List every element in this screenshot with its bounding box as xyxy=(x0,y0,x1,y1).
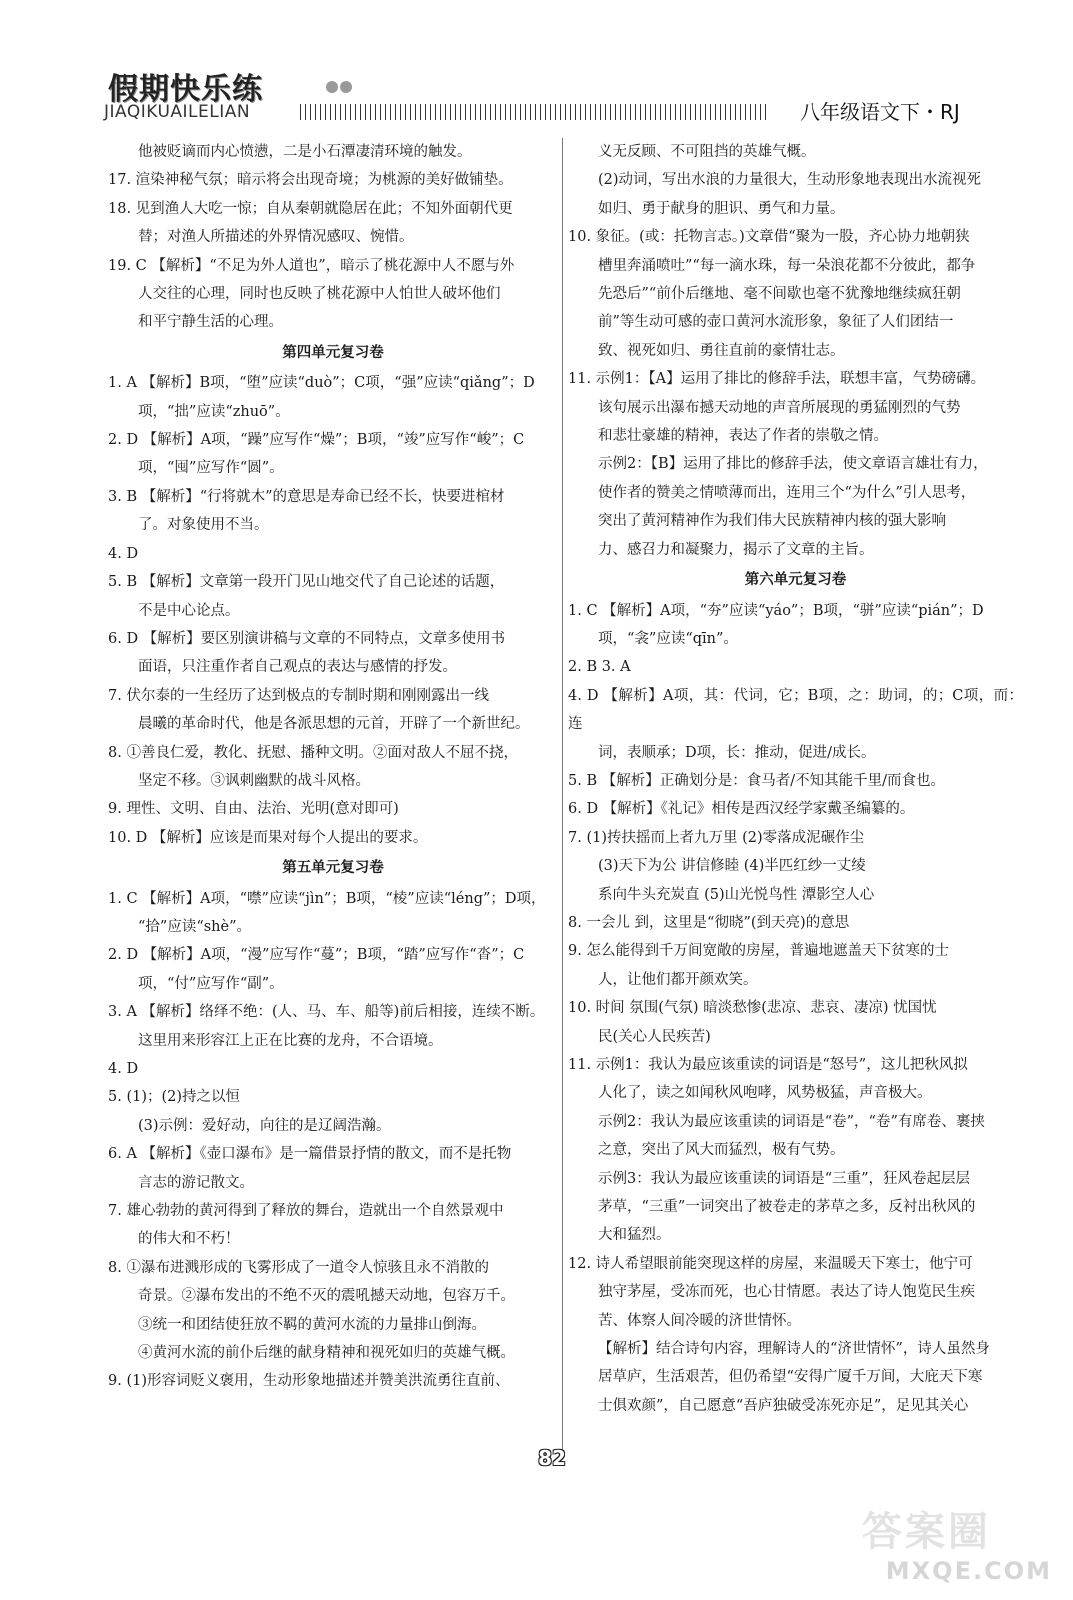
answer-line: 4. D 【解析】A项，其：代词，它；B项，之：助词，的；C项，而：连 xyxy=(568,687,1023,733)
answer-line: 的伟大和不朽！ xyxy=(138,1231,240,1248)
answer-line: 先恐后”“前仆后继地、毫不间歇也毫不犹豫地继续疯狂朝 xyxy=(598,286,961,303)
answer-line: 17. 渲染神秘气氛；暗示将会出现奇境；为桃源的美好做铺垫。 xyxy=(108,172,513,189)
answer-line: 12. 诗人希望眼前能突现这样的房屋，来温暖天下寒士，他宁可 xyxy=(568,1255,973,1272)
answer-line: 1. A 【解析】B项，“堕”应读“duò”；C项，“强”应读“qiǎng”；D xyxy=(108,375,535,392)
answer-line: “拾”应读“shè”。 xyxy=(138,918,252,935)
answer-line: 9. (1)形容词贬义褒用，生动形象地描述并赞美洪流勇往直前、 xyxy=(108,1373,510,1390)
answer-line: 1. C 【解析】A项，“噤”应读“jìn”；B项，“棱”应读“léng”；D项， xyxy=(108,890,546,907)
answer-line: 晨曦的革命时代，他是各派思想的元首，开辟了一个新世纪。 xyxy=(138,716,530,733)
answer-line: 示例2：我认为最应该重读的词语是“卷”，“卷”有席卷、裹挟 xyxy=(598,1113,985,1130)
answer-line: 致、视死如归、勇往直前的豪情壮志。 xyxy=(598,342,845,359)
watermark-logo xyxy=(862,1500,1052,1590)
answer-line: 茅草，“三重”一词突出了被卷走的茅草之多，反衬出秋风的 xyxy=(598,1199,976,1216)
answer-line: 替；对渔人所描述的外界情况感叹、惋惜。 xyxy=(138,229,414,246)
answer-line: 6. D 【解析】《礼记》相传是西汉经学家戴圣编纂的。 xyxy=(568,801,915,818)
left-column xyxy=(108,138,558,1396)
answer-line: 6. A 【解析】《壶口瀑布》是一篇借景抒情的散文，而不是托物 xyxy=(108,1146,512,1163)
answer-line: 2. D 【解析】A项，“躁”应写作“燥”；B项，“竣”应写作“峻”；C xyxy=(108,432,525,449)
brand-pinyin: JIAQIKUAILELIAN xyxy=(104,102,251,122)
answer-line: 槽里奔涌喷吐”“每一滴水珠，每一朵浪花都不分彼此，都争 xyxy=(598,257,976,274)
answer-line: 8. ①善良仁爱，教化、抚慰、播种文明。②面对敌人不屈不挠， xyxy=(108,744,518,761)
section-heading: 第六单元复习卷 xyxy=(744,571,847,589)
answer-line: ③统一和团结使狂放不羁的黄河水流的力量排山倒海。 xyxy=(138,1316,486,1333)
answer-line: 10. 象征。(或：托物言志。)文章借“聚为一股，齐心协力地朝狭 xyxy=(568,229,970,246)
answer-line: 4. D xyxy=(108,1061,139,1077)
answer-line: 19. C 【解析】“不足为外人道也”，暗示了桃花源中人不愿与外 xyxy=(108,257,515,274)
answer-line: 义无反顾、不可阻挡的英雄气概。 xyxy=(598,144,816,160)
answer-line: 系向牛头充炭直 (5)山光悦鸟性 潭影空人心 xyxy=(598,886,875,903)
answer-line: (3)示例：爱好动，向往的是辽阔浩瀚。 xyxy=(138,1117,391,1134)
answer-line: 苦、体察人间冷暖的济世情怀。 xyxy=(598,1312,801,1329)
answer-line: 7. (1)抟扶摇而上者九万里 (2)零落成泥碾作尘 xyxy=(568,829,865,846)
answer-line: 不是中心论点。 xyxy=(138,602,240,619)
answer-line: 2. D 【解析】A项，“漫”应写作“蔓”；B项，“踏”应写作“沓”；C xyxy=(108,947,525,964)
answer-line: 人交往的心理，同时也反映了桃花源中人怕世人破坏他们 xyxy=(138,286,501,303)
column-divider xyxy=(562,138,563,1458)
answer-line: 3. A 【解析】络绎不绝：(人、马、车、船等)前后相接，连续不断。 xyxy=(108,1004,545,1021)
answer-line: 11. 示例1：我认为最应该重读的词语是“怒号”，这儿把秋风拟 xyxy=(568,1057,968,1073)
answer-line: 面语，只注重作者自己观点的表达与感情的抒发。 xyxy=(138,659,457,676)
answer-line: 突出了黄河精神作为我们伟大民族精神内核的强大影响 xyxy=(598,513,946,530)
answer-line: 士俱欢颜”，自己愿意“吾庐独破受冻死亦足”，足见其关心 xyxy=(598,1397,969,1414)
answer-line: 5. B 【解析】文章第一段开门见山地交代了自己论述的话题， xyxy=(108,574,505,591)
answer-line: 示例3：我认为最应该重读的词语是“三重”，狂风卷起层层 xyxy=(598,1170,971,1187)
answer-line: 该句展示出瀑布撼天动地的声音所展现的勇猛刚烈的气势 xyxy=(598,399,961,416)
answer-line: 独守茅屋，受冻而死，也心甘情愿。表达了诗人饱览民生疾 xyxy=(598,1284,975,1301)
answer-line: 前”等生动可感的壶口黄河水流形象，象征了人们团结一 xyxy=(598,314,954,331)
brand-title: 假期快乐练 xyxy=(108,72,263,107)
answer-line: 8. ①瀑布进溅形成的飞雾形成了一道令人惊骇且永不消散的 xyxy=(108,1259,489,1276)
answer-line: 奇景。②瀑布发出的不绝不灭的震吼撼天动地，包容万千。 xyxy=(138,1288,515,1305)
answer-line: 居草庐，生活艰苦，但仍希望“安得广厦千万间，大庇天下寒 xyxy=(598,1369,983,1386)
answer-line: 6. D 【解析】要区别演讲稿与文章的不同特点，文章多使用书 xyxy=(108,630,506,647)
answer-line: 人化了，读之如闻秋风咆哮，风势极猛，声音极大。 xyxy=(598,1085,932,1102)
answer-line: 言志的游记散文。 xyxy=(138,1174,254,1191)
section-heading: 第五单元复习卷 xyxy=(282,859,384,877)
answer-line: 大和猛烈。 xyxy=(598,1227,671,1244)
answer-line: 1. C 【解析】A项，“夯”应读“yáo”；B项，“骈”应读“pián”；D xyxy=(568,602,984,619)
answer-line: (3)天下为公 讲信修睦 (4)半匹红纱一丈绫 xyxy=(598,858,866,875)
answer-line: 3. B 【解析】“行将就木”的意思是寿命已经不长，快要进棺材 xyxy=(108,488,505,505)
answer-line: 9. 理性、文明、自由、法治、光明(意对即可) xyxy=(108,801,399,818)
watermark-bottom-text: MXQE.COM xyxy=(885,1557,1052,1585)
answer-line: 项，“囤”应写作“圆”。 xyxy=(138,460,284,477)
brand-dots-icon xyxy=(326,78,354,92)
page-number: 82 xyxy=(538,1446,566,1470)
answer-line: 8. 一会儿 到，这里是“彻晓”(到天亮)的意思 xyxy=(568,914,850,931)
answer-line: 9. 怎么能得到千万间宽敞的房屋，普遍地遮盖天下贫寒的士 xyxy=(568,943,949,960)
answer-line: 5. B 【解析】正确划分是：食马者/不知其能千里/而食也。 xyxy=(568,772,945,789)
answer-line: 示例2：【B】运用了排比的修辞手法，使文章语言雄壮有力， xyxy=(598,456,988,473)
answer-line: ④黄河水流的前仆后继的献身精神和视死如归的英雄气概。 xyxy=(138,1345,515,1362)
answer-line: 词，表顺承；D项，长：推动，促进/成长。 xyxy=(598,744,876,761)
grade-subject-label: 八年级语文下・RJ xyxy=(800,100,960,124)
answer-line: (2)动词，写出水浪的力量很大，生动形象地表现出水流视死 xyxy=(598,172,982,189)
answer-line: 7. 雄心勃勃的黄河得到了释放的舞台，造就出一个自然景观中 xyxy=(108,1203,504,1220)
answer-line: 如归、勇于献身的胆识、勇气和力量。 xyxy=(598,200,845,217)
page-header xyxy=(100,58,1000,128)
answer-line: 之意，突出了风大而猛烈，极有气势。 xyxy=(598,1142,845,1159)
right-column xyxy=(568,138,1023,1420)
answer-line: 4. D xyxy=(108,545,139,562)
watermark-top-text: 答案圈 xyxy=(862,1509,991,1555)
answer-line: 10. 时间 氛围(气氛) 暗淡愁惨(悲凉、悲哀、凄凉) 忧国忧 xyxy=(568,1000,937,1017)
answer-line: 5. (1)；(2)持之以恒 xyxy=(108,1089,241,1106)
answer-line: 了。对象使用不当。 xyxy=(138,517,269,534)
answer-line: 坚定不移。③讽刺幽默的战斗风格。 xyxy=(138,772,370,789)
answer-line: 项，“付”应写作“副”。 xyxy=(138,975,284,992)
answer-line: 和悲壮豪雄的精神，表达了作者的崇敬之情。 xyxy=(598,428,888,445)
answer-line: 18. 见到渔人大吃一惊；自从秦朝就隐居在此；不知外面朝代更 xyxy=(108,200,513,217)
answer-line: 民(关心人民疾苦) xyxy=(598,1028,711,1045)
answer-line: 10. D 【解析】应该是而果对每个人提出的要求。 xyxy=(108,829,428,846)
answer-line: 人，让他们都开颜欢笑。 xyxy=(598,971,758,988)
answer-line: 项，“衾”应读“qīn”。 xyxy=(598,630,738,647)
answer-line: 这里用来形容江上正在比赛的龙舟，不合语境。 xyxy=(138,1032,443,1049)
answer-line: 项，“拙”应读“zhuō”。 xyxy=(138,403,290,420)
decorative-bar-icon xyxy=(300,104,770,120)
answer-line: 力、感召力和凝聚力，揭示了文章的主旨。 xyxy=(598,541,874,558)
answer-line: 【解析】结合诗句内容，理解诗人的“济世情怀”，诗人虽然身 xyxy=(598,1341,990,1358)
answer-line: 和平宁静生活的心理。 xyxy=(138,314,283,331)
answer-line: 2. B 3. A xyxy=(568,659,631,676)
section-heading: 第四单元复习卷 xyxy=(282,343,384,361)
answer-line: 11. 示例1：【A】运用了排比的修辞手法，联想丰富，气势磅礴。 xyxy=(568,371,986,388)
answer-line: 7. 伏尔泰的一生经历了达到极点的专制时期和刚刚露出一线 xyxy=(108,687,489,704)
answer-line: 使作者的赞美之情喷薄而出，连用三个“为什么”引人思考， xyxy=(598,484,976,501)
answer-line: 他被贬谪而内心愤懑，二是小石潭凄清环境的触发。 xyxy=(138,144,472,160)
